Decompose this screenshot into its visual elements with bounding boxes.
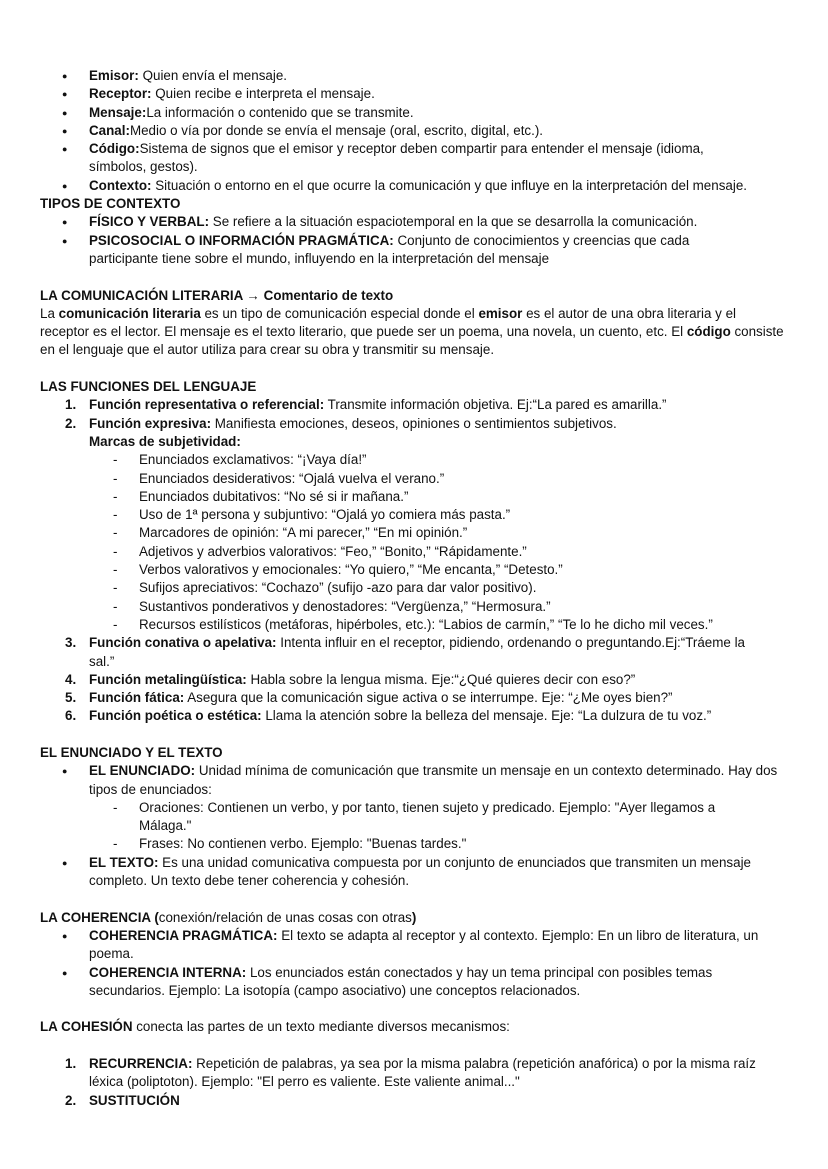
list-item: 6. Función poética o estética: Llama la atención sobre la belleza del mensaje. Eje: “La dulzura de tu voz.” bbox=[65, 708, 712, 724]
section-heading: LA COMUNICACIÓN LITERARIA → Comentario de texto bbox=[40, 287, 394, 303]
list-item: 2. Función expresiva: Manifiesta emociones, deseos, opiniones o sentimientos subjetivos. bbox=[65, 415, 617, 431]
list-item: - Verbos valorativos y emocionales: “Yo quiero,” “Me encanta,” “Detesto.” bbox=[40, 561, 788, 579]
list-item: - Adjetivos y adverbios valorativos: “Feo,” “Bonito,” “Rápidamente.” bbox=[40, 543, 788, 561]
marcas-list bbox=[40, 451, 788, 634]
list-item: 1. Función representativa o referencial: Transmite información objetiva. Ej:“La pared es amarilla.” bbox=[65, 397, 667, 413]
list-item: - Recursos estilísticos (metáforas, hipérboles, etc.): “Labios de carmín,” “Te lo he dicho mil veces.” bbox=[40, 616, 788, 634]
list-item: ● Emisor: Quien envía el mensaje. bbox=[40, 67, 788, 85]
list-item: - Uso de 1ª persona y subjuntivo: “Ojalá yo comiera más pasta.” bbox=[40, 506, 788, 524]
list-item: - Enunciados dubitativos: “No sé si ir mañana.” bbox=[40, 488, 788, 506]
list-item: ● Canal:Medio o vía por donde se envía el mensaje (oral, escrito, digital, etc.). bbox=[40, 122, 788, 140]
list-item: 4. Función metalingüística: Habla sobre la lengua misma. Eje:“¿Qué quieres decir con eso?” bbox=[65, 671, 636, 687]
list-item: ● Código:Sistema de signos que el emisor y receptor deben compartir para entender el mensaje (idioma, símbolos, gestos). bbox=[40, 140, 788, 177]
list-item: ● Contexto: Situación o entorno en el que ocurre la comunicación y que influye en la interpretación del mensaje. bbox=[40, 177, 788, 195]
list-item: - Enunciados exclamativos: “¡Vaya día!” bbox=[40, 451, 788, 469]
list-item: 1. RECURRENCIA: Repetición de palabras, ya sea por la misma palabra (repetición anafórica) o por la misma raíz léxica (poliptoton). Ejemplo: "El perro es valiente. Este valiente animal..." bbox=[65, 1056, 756, 1090]
section-heading: LAS FUNCIONES DEL LENGUAJE bbox=[40, 379, 257, 395]
list-item: - Sufijos apreciativos: “Cochazo” (sufijo -azo para dar valor positivo). bbox=[40, 579, 788, 597]
section-heading: EL ENUNCIADO Y EL TEXTO bbox=[40, 744, 223, 760]
list-item: ● COHERENCIA PRAGMÁTICA: El texto se adapta al receptor y al contexto. Ejemplo: En un libro de literatura, un poema. bbox=[40, 927, 788, 964]
section-heading: TIPOS DE CONTEXTO bbox=[40, 196, 181, 212]
section-heading: LA COHERENCIA (conexión/relación de unas cosas con otras) bbox=[40, 909, 417, 925]
list-item: ● PSICOSOCIAL O INFORMACIÓN PRAGMÁTICA: Conjunto de conocimientos y creencias que cada participante tiene sobre el mundo, influyendo en la interpretación del mensaje bbox=[40, 232, 788, 269]
list-item: ● COHERENCIA INTERNA: Los enunciados están conectados y hay un tema principal con posibles temas secundarios. Ejemplo: La isotopía (campo asociativo) une conceptos relacionados. bbox=[40, 964, 788, 1001]
paragraph: La comunicación literaria es un tipo de comunicación especial donde el emisor es el autor de una obra literaria y el receptor es el lector. El mensaje es el texto literario, que puede ser un poema, una novela, un cuento, etc. El código consiste en el lenguaje que el autor utiliza para crear su obra y transmitir su mensaje. bbox=[40, 305, 784, 358]
list-item: - Oraciones: Contienen un verbo, y por tanto, tienen sujeto y predicado. Ejemplo: "Ayer llegamos a Málaga." bbox=[40, 799, 788, 836]
list-item: ● Receptor: Quien recibe e interpreta el mensaje. bbox=[40, 85, 788, 103]
list-item: - Sustantivos ponderativos y denostadores: “Vergüenza,” “Hermosura.” bbox=[40, 598, 788, 616]
list-item: 2. SUSTITUCIÓN bbox=[65, 1092, 180, 1108]
list-item: 5. Función fática: Asegura que la comunicación sigue activa o se interrumpe. Eje: “¿Me oyes bien?” bbox=[65, 690, 673, 706]
list-item: 3. Función conativa o apelativa: Intenta influir en el receptor, pidiendo, ordenando o preguntando.Ej:“Tráeme la sal.” bbox=[65, 635, 745, 669]
list-item: - Frases: No contienen verbo. Ejemplo: "Buenas tardes." bbox=[40, 835, 788, 853]
list-item: - Marcadores de opinión: “A mi parecer,” “En mi opinión.” bbox=[40, 524, 788, 542]
list-item: - Enunciados desiderativos: “Ojalá vuelva el verano.” bbox=[40, 470, 788, 488]
section-heading: LA COHESIÓN conecta las partes de un texto mediante diversos mecanismos: bbox=[40, 1019, 510, 1035]
subheading: Marcas de subjetividad: bbox=[89, 433, 241, 449]
elements-list bbox=[40, 67, 788, 195]
list-item: ● EL TEXTO: Es una unidad comunicativa compuesta por un conjunto de enunciados que transmiten un mensaje completo. Un texto debe tener coherencia y cohesión. bbox=[40, 854, 788, 891]
list-item: ● EL ENUNCIADO: Unidad mínima de comunicación que transmite un mensaje en un contexto determinado. Hay dos tipos de enunciados: bbox=[40, 762, 788, 799]
list-item: ● Mensaje:La información o contenido que se transmite. bbox=[40, 104, 788, 122]
list-item: ● FÍSICO Y VERBAL: Se refiere a la situación espaciotemporal en la que se desarrolla la comunicación. bbox=[40, 213, 788, 231]
